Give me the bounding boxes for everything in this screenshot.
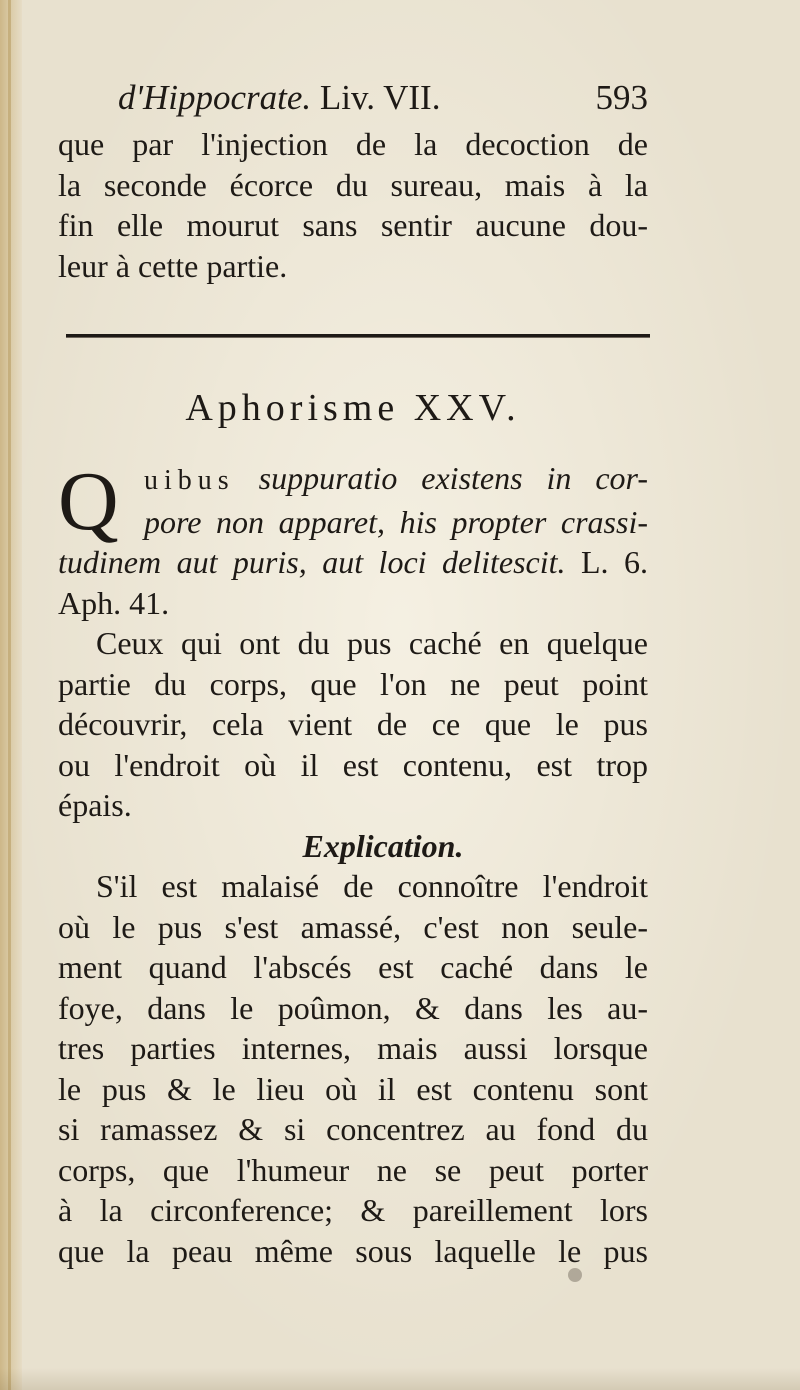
text-line: Ceux qui ont du pus caché en quelque	[96, 625, 648, 661]
text-line	[58, 542, 648, 583]
text-line: pore non apparet, his propter crassi-	[144, 503, 648, 540]
section-divider	[66, 334, 650, 338]
text-line: ou l'endroit où il est contenu, est trop	[58, 746, 648, 783]
latin-text: suppuratio existens in cor-	[258, 460, 649, 496]
page-text	[58, 78, 648, 1271]
aphorism-title: Aphorisme XXV.	[185, 387, 521, 429]
small-caps-word: uibus	[144, 465, 235, 496]
running-header	[58, 78, 648, 124]
page-edge-shadow	[0, 1368, 800, 1390]
book-number: Liv. VII.	[319, 78, 441, 117]
text-line: que la peau même sous laquelle le pus	[58, 1232, 648, 1269]
book-spine	[0, 0, 22, 1390]
text-line: S'il est malaisé de connoître l'endroit	[96, 868, 648, 904]
reference: L. 6.	[580, 544, 648, 580]
latin-aphorism	[58, 455, 649, 623]
latin-text: tudinem aut puris, aut loci delitescit.	[58, 544, 566, 580]
drop-cap: Q	[58, 455, 119, 548]
text-line: épais.	[58, 787, 132, 823]
text-line: à la circonference; & pareillement lors	[58, 1192, 648, 1228]
text-line: tres parties internes, mais aussi lorsque	[58, 1030, 648, 1066]
page-number: 593	[595, 78, 648, 117]
text-line: ment quand l'abscés est caché dans le	[58, 949, 648, 985]
text-line: découvrir, cela vient de ce que le pus	[58, 706, 648, 742]
running-title: d'Hippocrate.	[118, 78, 312, 117]
running-title-group	[58, 78, 440, 119]
text-line	[58, 458, 648, 502]
text-line: Aph. 41.	[58, 584, 170, 621]
text-line: que par l'injection de la decoction de	[58, 126, 648, 162]
ink-blot	[568, 1268, 582, 1282]
text-line: où le pus s'est amassé, c'est non seule-	[58, 908, 648, 945]
text-line: corps, que l'humeur ne se peut porter	[58, 1151, 648, 1188]
explication-heading: Explication.	[302, 827, 464, 864]
text-line: le pus & le lieu où il est contenu sont	[58, 1070, 648, 1107]
text-line: leur à cette partie.	[58, 247, 288, 284]
text-line: fin elle mourut sans sentir aucune dou-	[58, 207, 648, 243]
text-line: si ramassez & si concentrez au fond du	[58, 1111, 648, 1147]
text-line: partie du corps, que l'on ne peut point	[58, 665, 648, 702]
text-line: la seconde écorce du sureau, mais à la	[58, 166, 648, 203]
text-line: foye, dans le poûmon, & dans les au-	[58, 989, 648, 1026]
